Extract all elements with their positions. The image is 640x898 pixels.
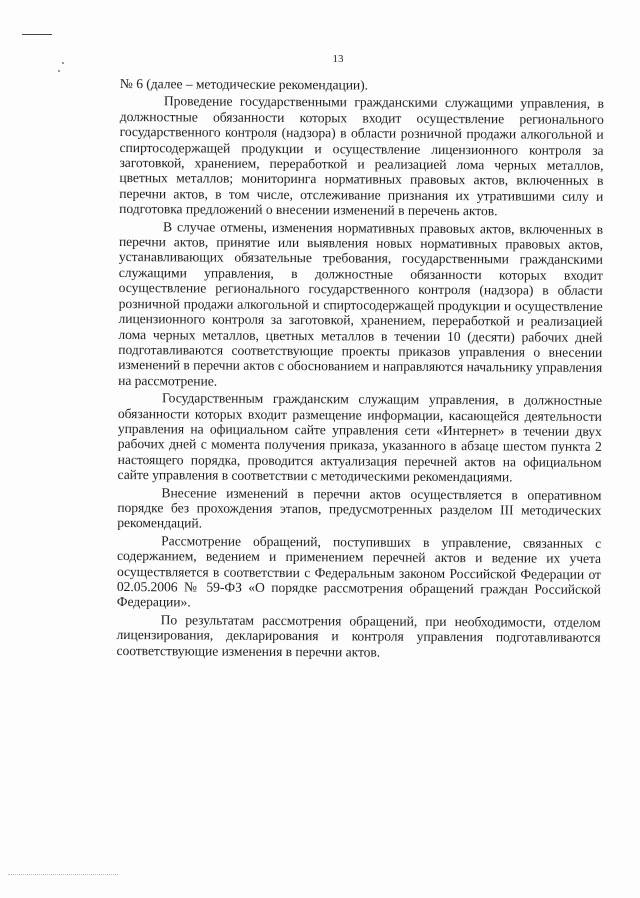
paragraph: Рассмотрение обращений, поступивших в управление, связанных с содержанием, ведением и применением перечней актов и ведение их учета осуществляется в соответствии с Федеральным законом Российской Федерации от 02.05.2006 № 59-ФЗ «О порядке рассмотрения обращений граждан Российской Федерации».: [116, 533, 602, 610]
paragraph: Внесение изменений в перечни актов осуществляется в оперативном порядке без прохождения этапов, предусмотренных разделом III методических рекомендаций.: [117, 484, 602, 531]
paragraph: Государственным гражданским служащим управления, в должностные обязанности которых входит размещение информации, касающейся деятельности управления на официальном сайте управления сети «Интернет» в течении двух рабочих дней с момента получения приказа, указанного в абзаце шестом пункта 2 настоящего порядка, проводится актуализация перечней актов на официальном сайте управления в соответствии с методическими рекомендациями.: [117, 390, 603, 485]
page-number: 13: [332, 53, 344, 65]
paragraph: В случае отмены, изменения нормативных правовых актов, включенных в перечни актов, принятие или выявления новых нормативных правовых актов, устанавливающих обязательные требования, государственными гражданскими служащими управления, в должностные обязанности которых входит осуществление регионального государственного контроля (надзора) в области розничной продажи алкогольной и спиртосодержащей продукции и осуществление лицензионного контроля за заготовкой, хранением, переработкой и реализацией лома черных металлов, цветных металлов в течении 10 (десяти) рабочих дней подготавливаются соответствующие проекты приказов управления о внесении изменений в перечни актов с обоснованием и направляются начальнику управления на рассмотрение.: [118, 218, 604, 389]
paragraph: По результатам рассмотрения обращений, при необходимости, отделом лицензирования, декларирования и контроля управления подготавливаются соответствующие изменения в перечни актов.: [116, 612, 601, 660]
document-body: [116, 76, 604, 661]
paragraph: Проведение государственными гражданскими служащими управления, в должностные обязанности которых входит осуществление регионального государственного контроля (надзора) в области розничной продажи алкогольной и спиртосодержащей продукции и осуществление лицензионного контроля за заготовкой, хранением, переработкой и реализацией лома черных металлов, цветных металлов; мониторинга нормативных правовых актов, включенных в перечни актов, в том числе, отслеживание признания их утратившими силу и подготовка предложений о внесении изменений в перечень актов.: [119, 93, 604, 219]
paragraph-continuation: № 6 (далее – методические рекомендации).: [119, 76, 369, 93]
scan-artifact-line: [8, 874, 118, 875]
scan-artifact-dot: [58, 70, 60, 72]
scan-artifact-line: [22, 34, 52, 35]
